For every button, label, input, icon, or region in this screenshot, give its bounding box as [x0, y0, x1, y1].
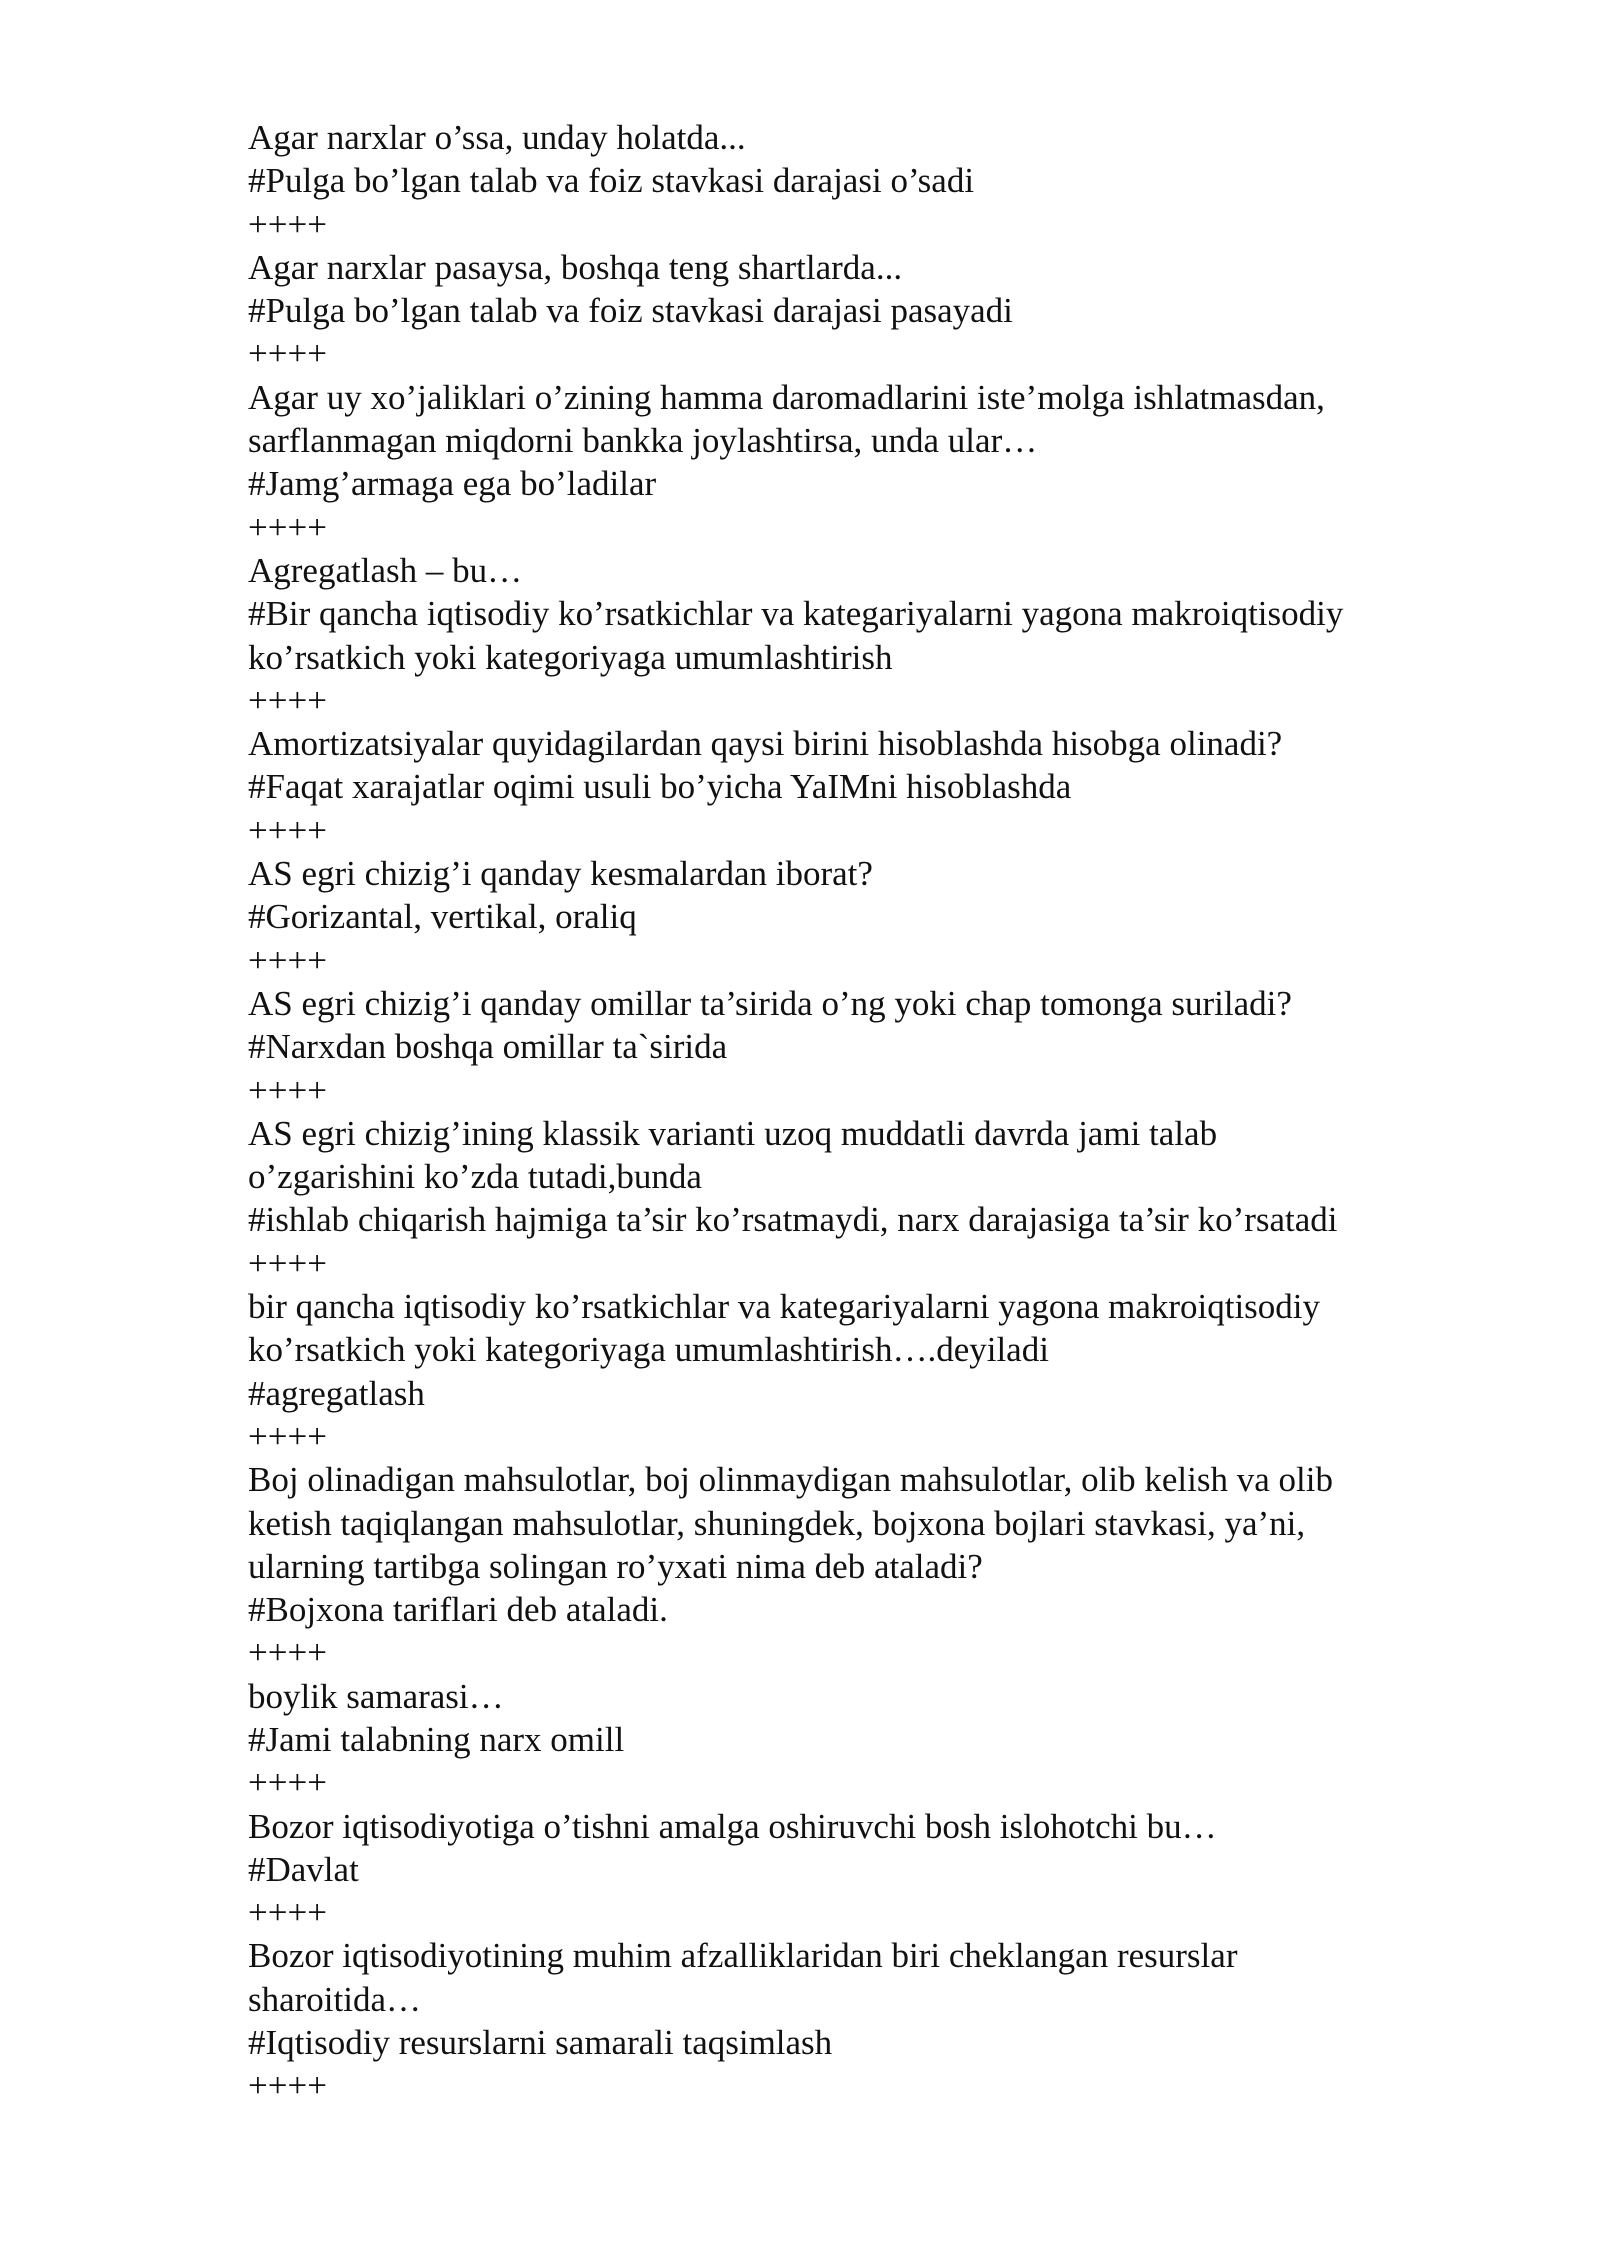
text-line: #Pulga bo’lgan talab va foiz stavkasi darajasi pasayadi — [248, 291, 1013, 331]
text-line: sharoitida… — [248, 1979, 422, 2019]
text-line: ++++ — [248, 680, 327, 720]
text-line: ++++ — [248, 2066, 327, 2106]
document-text — [248, 116, 1448, 2108]
text-line: #Bojxona tariflari deb ataladi. — [248, 1590, 668, 1630]
text-line: boylik samarasi… — [248, 1676, 504, 1716]
text-line: ++++ — [248, 1070, 327, 1110]
text-line: Bozor iqtisodiyotining muhim afzalliklaridan biri cheklangan resurslar — [248, 1936, 1238, 1976]
text-line: #ishlab chiqarish hajmiga ta’sir ko’rsatmaydi, narx darajasiga ta’sir ko’rsatadi — [248, 1200, 1338, 1240]
text-line: Amortizatsiyalar quyidagilardan qaysi birini hisoblashda hisobga olinadi? — [248, 724, 1283, 764]
text-line: #Iqtisodiy resurslarni samarali taqsimlash — [248, 2023, 833, 2063]
text-line: ++++ — [248, 507, 327, 547]
text-line: ++++ — [248, 1416, 327, 1456]
text-line: Agregatlash – bu… — [248, 550, 523, 590]
text-line: ++++ — [248, 940, 327, 980]
text-line: sarflanmagan miqdorni bankka joylashtirsa, unda ular… — [248, 421, 1038, 461]
text-line: #Faqat xarajatlar oqimi usuli bo’yicha YaIMni hisoblashda — [248, 767, 1072, 807]
text-line: o’zgarishini ko’zda tutadi,bunda — [248, 1157, 702, 1197]
text-line: ularning tartibga solingan ro’yxati nima deb ataladi? — [248, 1546, 983, 1586]
text-line: bir qancha iqtisodiy ko’rsatkichlar va kategariyalarni yagona makroiqtisodiy — [248, 1287, 1321, 1327]
text-line: AS egri chizig’ining klassik varianti uzoq muddatli davrda jami talab — [248, 1113, 1218, 1153]
text-line: Agar narxlar pasaysa, boshqa teng shartlarda... — [248, 247, 903, 287]
text-line: Boj olinadigan mahsulotlar, boj olinmaydigan mahsulotlar, olib kelish va olib — [248, 1460, 1333, 1500]
text-line: Agar narxlar o’ssa, unday holatda... — [248, 118, 746, 157]
text-line: #Narxdan boshqa omillar ta`sirida — [248, 1027, 728, 1067]
text-line: ++++ — [248, 204, 327, 244]
text-line: AS egri chizig’i qanday omillar ta’sirida o’ng yoki chap tomonga suriladi? — [248, 983, 1292, 1023]
text-line: ++++ — [248, 810, 327, 850]
text-line: #Davlat — [248, 1849, 359, 1889]
text-line: ++++ — [248, 1893, 327, 1933]
text-line: AS egri chizig’i qanday kesmalardan iborat? — [248, 854, 873, 894]
text-line: ketish taqiqlangan mahsulotlar, shuningdek, bojxona bojlari stavkasi, ya’ni, — [248, 1503, 1306, 1543]
text-line: ko’rsatkich yoki kategoriyaga umumlashtirish — [248, 637, 893, 677]
text-line: ++++ — [248, 1763, 327, 1803]
text-line: #Jami talabning narx omill — [248, 1719, 625, 1759]
text-line: ko’rsatkich yoki kategoriyaga umumlashtirish….deyiladi — [248, 1330, 1049, 1370]
text-line: #Bir qancha iqtisodiy ko’rsatkichlar va kategariyalarni yagona makroiqtisodiy — [248, 594, 1344, 634]
text-line: Bozor iqtisodiyotiga o’tishni amalga oshiruvchi bosh islohotchi bu… — [248, 1806, 1217, 1846]
text-line: ++++ — [248, 334, 327, 374]
text-line: ++++ — [248, 1633, 327, 1673]
text-line: #Gorizantal, vertikal, oraliq — [248, 897, 637, 937]
text-line: Agar uy xo’jaliklari o’zining hamma daromadlarini iste’molga ishlatmasdan, — [248, 377, 1325, 417]
text-line: #Pulga bo’lgan talab va foiz stavkasi darajasi o’sadi — [248, 161, 975, 201]
text-line: ++++ — [248, 1243, 327, 1283]
text-line: #Jamg’armaga ega bo’ladilar — [248, 464, 657, 504]
text-line: #agregatlash — [248, 1373, 425, 1413]
